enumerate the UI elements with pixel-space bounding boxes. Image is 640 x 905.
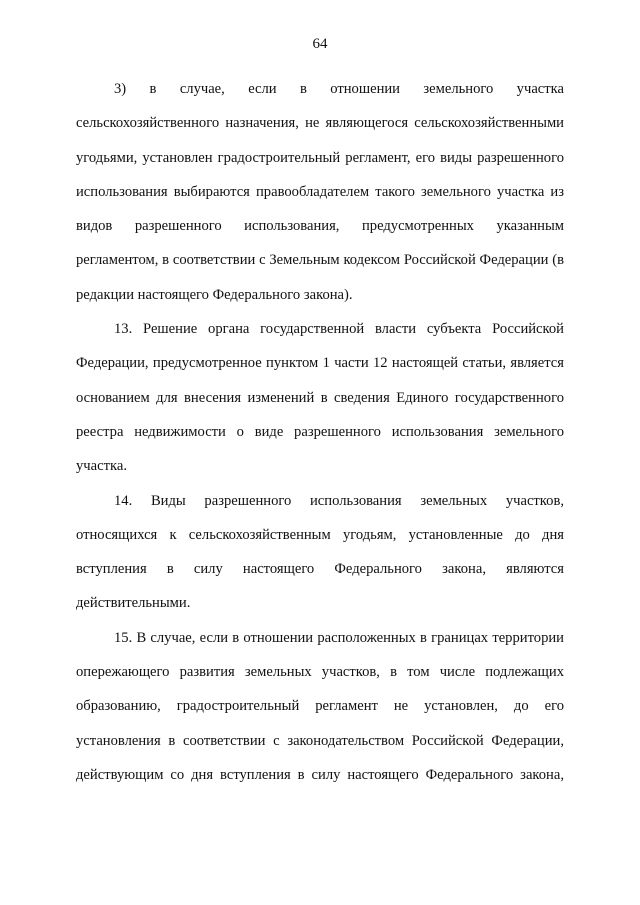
paragraph-item-3: 3) в случае, если в отношении земельного участка сельскохозяйственного назначения, не являющегося сельскохозяйственными угодьями, установлен градостроительный регламент, его виды разрешенного использования выбираются правообладателем такого земельного участка из видов разрешенного использования, предусмотренных указанным регламентом, в соответствии с Земельным кодексом Российской Федерации (в редакции настоящего Федерального закона). — [76, 81, 564, 303]
paragraph-13: 13. Решение органа государственной власти субъекта Российской Федерации, предусмотренное пунктом 1 части 12 настоящей статьи, является основанием для внесения изменений в сведения Единого государственного реестра недвижимости о виде разрешенного использования земельного участка. — [76, 321, 564, 475]
paragraph-15: 15. В случае, если в отношении расположенных в границах территории опережающего развития земельных участков, в том числе подлежащих образованию, градостроительный регламент не установлен, до его установления в соответствии с законодательством Российской Федерации, действующим со дня вступления в силу настоящего Федерального закона, — [76, 629, 564, 783]
document-body — [76, 72, 564, 792]
page-number: 64 — [312, 36, 328, 52]
paragraph-14: 14. Виды разрешенного использования земельных участков, относящихся к сельскохозяйственным угодьям, установленные до дня вступления в силу настоящего Федерального закона, являются действительными. — [76, 492, 564, 612]
